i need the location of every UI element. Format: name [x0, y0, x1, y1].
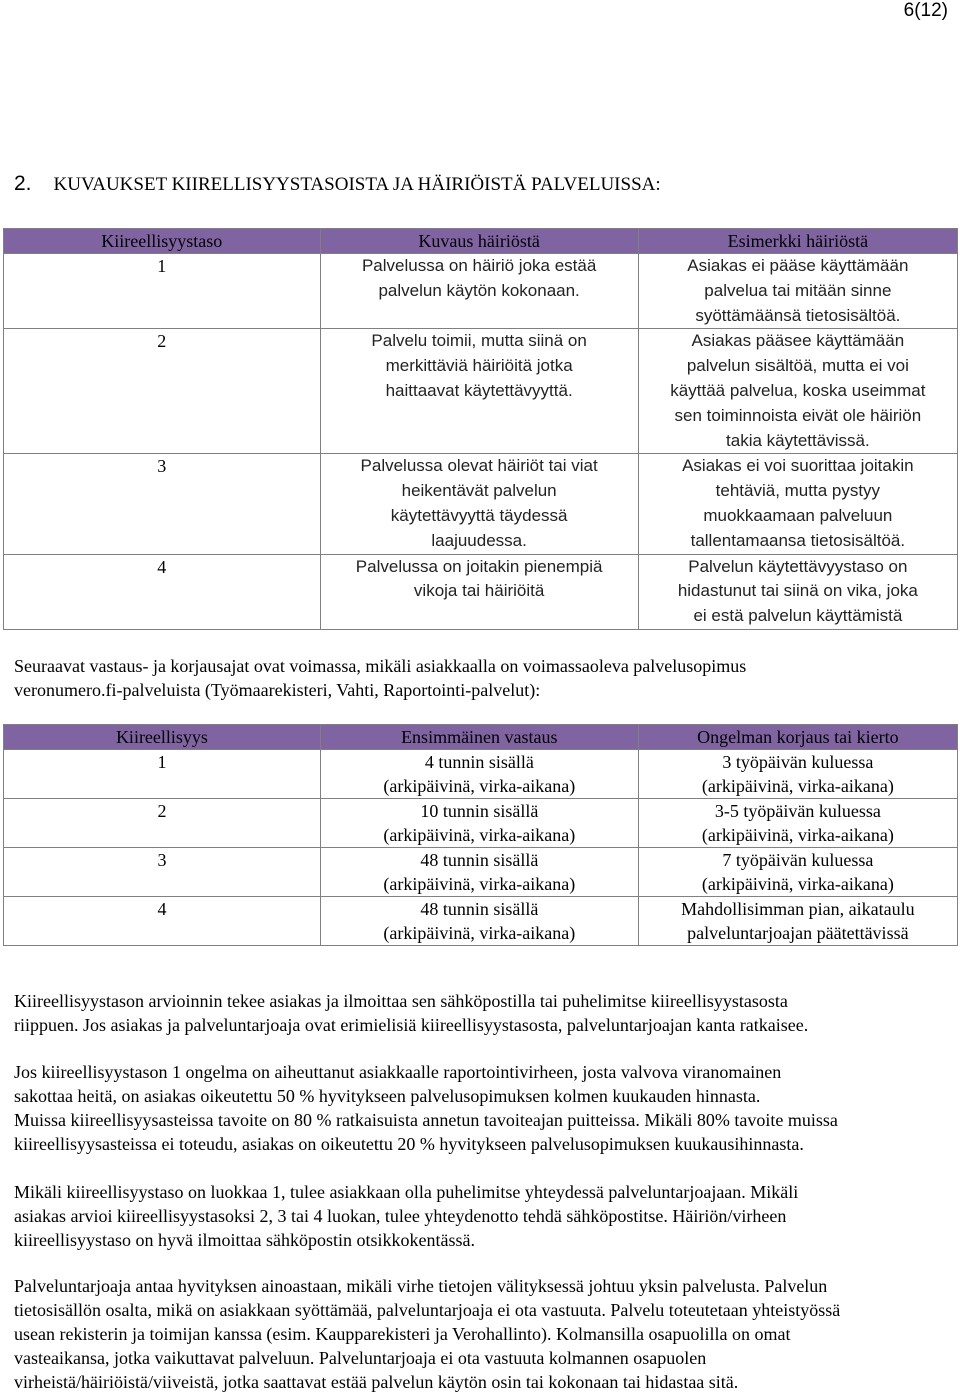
- paragraph-contact-method: Mikäli kiireellisyystaso on luokkaa 1, tulee asiakkaan olla puhelimitse yhteydessä palveluntarjoajaan. Mikäli asiakas arvioi kiireellisyystasoksi 2, 3 tai 4 luokan, tulee yhteydenotto tehdä sähköpostitse. Häiriön/virheen kiireellisyystaso on hyvä ilmoittaa sähköpostin otsikkokentässä.: [14, 1182, 799, 1250]
- section-number: 2.: [14, 172, 32, 195]
- urgency-level-cell: 1: [4, 750, 321, 799]
- severity-description-table: [3, 228, 958, 630]
- description-cell: Palvelu toimii, mutta siinä on merkittäviä häiriöitä jotka haittaavat käytettävyyttä.: [320, 329, 638, 454]
- table-row: [4, 799, 958, 848]
- table-row: [4, 897, 958, 946]
- severity-level-cell: 3: [4, 454, 321, 554]
- description-cell: Palvelussa on häiriö joka estää palvelun käytön kokonaan.: [320, 254, 638, 329]
- header-first-response: Ensimmäinen vastaus: [320, 725, 638, 750]
- fix-time-cell: 3-5 työpäivän kuluessa (arkipäivinä, virka-aikana): [638, 799, 957, 848]
- table-row: [4, 254, 958, 329]
- first-response-cell: 10 tunnin sisällä (arkipäivinä, virka-aikana): [320, 799, 638, 848]
- table-header-row: [4, 725, 958, 750]
- severity-level-cell: 1: [4, 254, 321, 329]
- response-time-table: [3, 724, 958, 946]
- page-number: 6(12): [903, 0, 948, 21]
- fix-time-cell: 7 työpäivän kuluessa (arkipäivinä, virka-aikana): [638, 848, 957, 897]
- example-cell: Asiakas pääsee käyttämään palvelun sisältöä, mutta ei voi käyttää palvelua, koska useimmat sen toiminnoista eivät ole häiriön takia käytettävissä.: [638, 329, 957, 454]
- header-disruption-description: Kuvaus häiriöstä: [320, 229, 638, 254]
- first-response-cell: 48 tunnin sisällä (arkipäivinä, virka-aikana): [320, 897, 638, 946]
- example-cell: Palvelun käytettävyystaso on hidastunut tai siinä on vika, joka ei estä palvelun käyttämistä: [638, 554, 957, 629]
- first-response-cell: 4 tunnin sisällä (arkipäivinä, virka-aikana): [320, 750, 638, 799]
- description-cell: Palvelussa olevat häiriöt tai viat heikentävät palvelun käytettävyyttä täydessä laajuudessa.: [320, 454, 638, 554]
- table-row: [4, 454, 958, 554]
- severity-level-cell: 4: [4, 554, 321, 629]
- first-response-cell: 48 tunnin sisällä (arkipäivinä, virka-aikana): [320, 848, 638, 897]
- table-row: [4, 554, 958, 629]
- header-disruption-example: Esimerkki häiriöstä: [638, 229, 957, 254]
- paragraph-severity-assessment: Kiireellisyystason arvioinnin tekee asiakas ja ilmoittaa sen sähköpostilla tai puhelimitse kiireellisyystasosta riippuen. Jos asiakas ja palveluntarjoaja ovat erimielisiä kiireellisyystasosta, palveluntarjoajan kanta ratkaisee.: [14, 991, 809, 1035]
- paragraph-compensation: Jos kiireellisyystason 1 ongelma on aiheuttanut asiakkaalle raportointivirheen, josta valvova viranomainen sakottaa heitä, on asiakas oikeutettu 50 % hyvitykseen palvelusopimuksen kolmen kuukauden hinnasta. Muissa kiireellisyysasteissa tavoite on 80 % ratkaisuista annetun tavoiteajan puitteissa. Mikäli 80% tavoite muissa kiireellisyysasteissa ei toteudu, asiakas on oikeutettu 20 % hyvitykseen palvelusopimuksen kuukausihinnasta.: [14, 1062, 838, 1154]
- paragraph-liability: Palveluntarjoaja antaa hyvityksen ainoastaan, mikäli virhe tietojen välityksessä johtuu yksin palvelusta. Palvelun tietosisällön osalta, mikä on asiakkaan syöttämää, palveluntarjoaja ei ota vastuuta. Palvelu toteutetaan yhteistyössä usean rekisterin ja toimijan kanssa (esim. Kaupparekisteri ja Verohallinto). Kolmansilla osapuolilla on omat vasteaikansa, jotka vaikuttavat palveluun. Palveluntarjoaja ei ota vastuuta kolmannen osapuolen virheistä/häiriöistä/viiveistä, jotka saattavat estää palvelun käytön osin tai kokonaan tai hidastaa sitä.: [14, 1276, 841, 1392]
- table-row: [4, 750, 958, 799]
- table-row: [4, 848, 958, 897]
- intro-paragraph: Seuraavat vastaus- ja korjausajat ovat voimassa, mikäli asiakkaalla on voimassaoleva palvelusopimus veronumero.fi-palveluista (Työmaarekisteri, Vahti, Raportointi-palvelut):: [14, 656, 747, 700]
- fix-time-cell: Mahdollisimman pian, aikataulu palveluntarjoajan päätettävissä: [638, 897, 957, 946]
- description-cell: Palvelussa on joitakin pienempiä vikoja tai häiriöitä: [320, 554, 638, 629]
- header-severity-level: Kiireellisyystaso: [4, 229, 321, 254]
- header-fix-or-workaround: Ongelman korjaus tai kierto: [638, 725, 957, 750]
- example-cell: Asiakas ei voi suorittaa joitakin tehtäviä, mutta pystyy muokkaamaan palveluun tallentamaansa tietosisältöä.: [638, 454, 957, 554]
- section-title: KUVAUKSET KIIRELLISYYSTASOISTA JA HÄIRIÖISTÄ PALVELUISSA:: [53, 174, 661, 195]
- fix-time-cell: 3 työpäivän kuluessa (arkipäivinä, virka-aikana): [638, 750, 957, 799]
- example-cell: Asiakas ei pääse käyttämään palvelua tai mitään sinne syöttämäänsä tietosisältöä.: [638, 254, 957, 329]
- urgency-level-cell: 3: [4, 848, 321, 897]
- urgency-level-cell: 4: [4, 897, 321, 946]
- section-heading: [14, 172, 661, 196]
- header-urgency: Kiireellisyys: [4, 725, 321, 750]
- table-row: [4, 329, 958, 454]
- severity-level-cell: 2: [4, 329, 321, 454]
- urgency-level-cell: 2: [4, 799, 321, 848]
- table-header-row: [4, 229, 958, 254]
